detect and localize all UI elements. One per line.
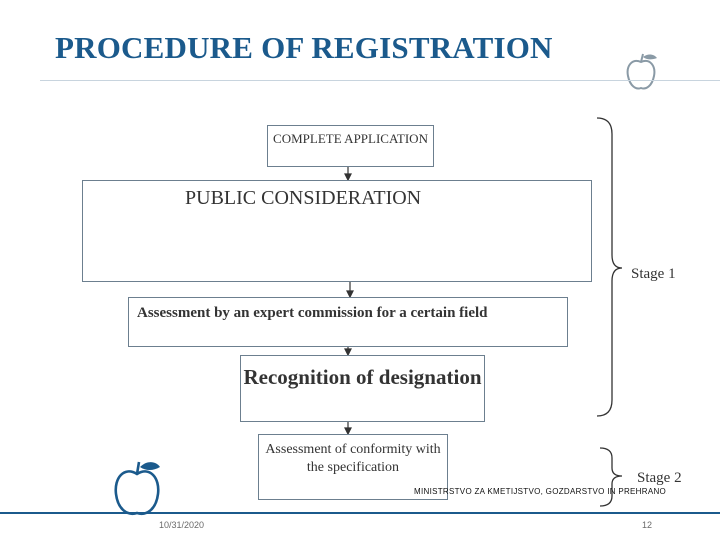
stage2-label: Stage 2 bbox=[637, 470, 682, 486]
apple-icon bbox=[628, 54, 657, 89]
complete-application-box: COMPLETE APPLICATION bbox=[267, 125, 434, 167]
stage1-brace bbox=[597, 118, 622, 416]
expert-assessment-box: Assessment by an expert commission for a certain field bbox=[128, 297, 568, 347]
stage1-label: Stage 1 bbox=[631, 266, 676, 282]
page-title: PROCEDURE OF REGISTRATION bbox=[55, 30, 553, 65]
recognition-box: Recognition of designation bbox=[240, 355, 485, 422]
conformity-box: Assessment of conformity with the specification bbox=[258, 434, 448, 500]
stage2-brace bbox=[600, 448, 622, 506]
footer-divider bbox=[0, 512, 720, 514]
apple-logo-icon bbox=[116, 462, 160, 514]
footer-date: 10/31/2020 bbox=[159, 520, 205, 530]
title-divider bbox=[40, 80, 720, 81]
public-consideration-box: PUBLIC CONSIDERATION bbox=[82, 180, 592, 282]
ministry-caption: MINISTRSTVO ZA KMETIJSTVO, GOZDARSTVO IN PREHRANO bbox=[414, 487, 667, 496]
page-number: 12 bbox=[642, 520, 653, 530]
